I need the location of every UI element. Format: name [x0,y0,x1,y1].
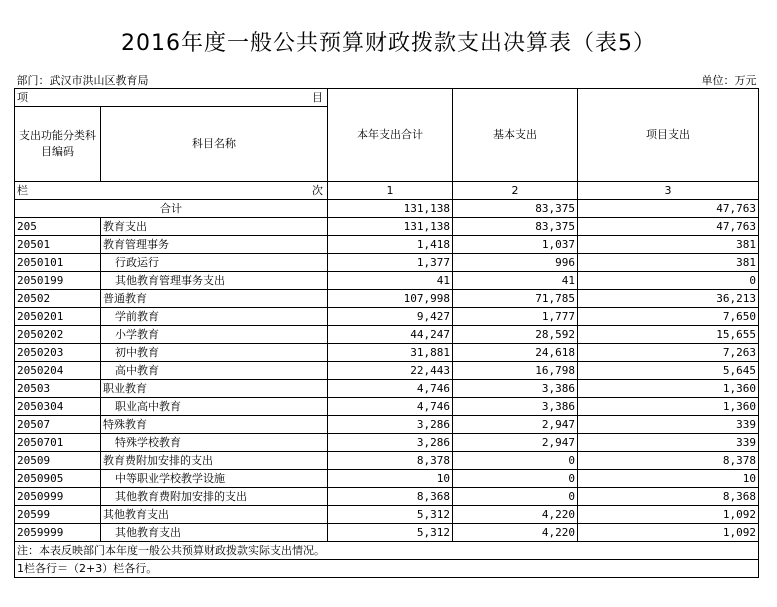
table-row [15,416,759,434]
row-basic: 3,386 [453,398,578,416]
total-column-header: 本年支出合计 [328,89,453,182]
row-project: 5,645 [578,362,759,380]
row-code: 205 [15,218,101,236]
row-project: 381 [578,254,759,272]
row-name: 普通教育 [101,290,328,308]
row-name: 特殊教育 [101,416,328,434]
table-row [15,362,759,380]
row-project: 1,360 [578,380,759,398]
row-code: 2059999 [15,524,101,542]
row-project: 15,655 [578,326,759,344]
column-number-1: 1 [328,182,453,200]
table-row [15,326,759,344]
table-row [15,488,759,506]
expenditure-table [14,74,759,578]
row-total: 9,427 [328,308,453,326]
table-row [15,308,759,326]
xiangmu-header: 项 目 [15,89,328,107]
row-total: 5,312 [328,506,453,524]
row-code: 20507 [15,416,101,434]
page-title: 2016年度一般公共预算财政拨款支出决算表（表5） [121,31,656,56]
row-project: 0 [578,272,759,290]
row-name: 职业教育 [101,380,328,398]
row-name: 特殊学校教育 [101,434,328,452]
name-column-header: 科目名称 [101,107,328,182]
basic-column-header: 基本支出 [453,89,578,182]
table-row [15,254,759,272]
row-code: 2050202 [15,326,101,344]
row-basic: 2,947 [453,434,578,452]
table-row [15,290,759,308]
column-number-row [15,182,759,200]
row-total: 3,286 [328,434,453,452]
row-total: 10 [328,470,453,488]
row-basic: 83,375 [453,218,578,236]
table-row [15,434,759,452]
row-code: 2050199 [15,272,101,290]
row-total: 4,746 [328,398,453,416]
row-project: 381 [578,236,759,254]
row-project: 10 [578,470,759,488]
row-code: 2050101 [15,254,101,272]
code-column-header: 支出功能分类科目编码 [15,107,101,182]
row-name: 其他教育支出 [101,506,328,524]
department-label: 部门：武汉市洪山区教育局 [15,74,328,89]
row-basic: 24,618 [453,344,578,362]
unit-label: 单位：万元 [578,74,759,89]
row-basic: 16,798 [453,362,578,380]
row-code: 2050701 [15,434,101,452]
row-total: 44,247 [328,326,453,344]
row-total: 1,377 [328,254,453,272]
row-name: 其他教育支出 [101,524,328,542]
row-total: 107,998 [328,290,453,308]
row-total: 41 [328,272,453,290]
row-total: 131,138 [328,218,453,236]
row-name: 职业高中教育 [101,398,328,416]
table-row [15,452,759,470]
row-name: 其他教育管理事务支出 [101,272,328,290]
table-row [15,470,759,488]
row-project: 8,368 [578,488,759,506]
row-basic: 2,947 [453,416,578,434]
note-2: 1栏各行＝（2+3）栏各行。 [15,560,759,578]
row-project: 36,213 [578,290,759,308]
row-project: 7,263 [578,344,759,362]
total-row [15,200,759,218]
row-name: 中等职业学校教学设施 [101,470,328,488]
row-total: 4,746 [328,380,453,398]
row-code: 20509 [15,452,101,470]
row-basic: 28,592 [453,326,578,344]
table-row [15,506,759,524]
row-code: 2050204 [15,362,101,380]
table-row [15,344,759,362]
note-1: 注：本表反映部门本年度一般公共预算财政拨款实际支出情况。 [15,542,759,560]
table-row [15,524,759,542]
row-basic: 0 [453,470,578,488]
row-total: 8,368 [328,488,453,506]
table-row [15,236,759,254]
row-project: 47,763 [578,218,759,236]
row-basic: 4,220 [453,524,578,542]
row-basic: 3,386 [453,380,578,398]
total-row-basic: 83,375 [453,200,578,218]
row-total: 5,312 [328,524,453,542]
row-code: 20503 [15,380,101,398]
note-row-2 [15,560,759,578]
table-row [15,398,759,416]
lanci-header: 栏 次 [15,182,328,200]
row-basic: 0 [453,452,578,470]
row-name: 行政运行 [101,254,328,272]
row-project: 1,092 [578,506,759,524]
row-project: 7,650 [578,308,759,326]
total-row-label: 合计 [15,200,328,218]
row-basic: 1,777 [453,308,578,326]
row-code: 2050304 [15,398,101,416]
total-row-total: 131,138 [328,200,453,218]
column-number-3: 3 [578,182,759,200]
note-row-1 [15,542,759,560]
table-row [15,272,759,290]
row-total: 8,378 [328,452,453,470]
row-code: 2050203 [15,344,101,362]
table-row [15,218,759,236]
row-basic: 4,220 [453,506,578,524]
row-code: 20599 [15,506,101,524]
row-code: 20501 [15,236,101,254]
row-project: 1,092 [578,524,759,542]
table-row [15,380,759,398]
row-basic: 41 [453,272,578,290]
row-code: 2050905 [15,470,101,488]
column-number-2: 2 [453,182,578,200]
row-name: 其他教育费附加安排的支出 [101,488,328,506]
row-basic: 0 [453,488,578,506]
row-total: 31,881 [328,344,453,362]
row-project: 339 [578,434,759,452]
row-basic: 1,037 [453,236,578,254]
row-name: 教育管理事务 [101,236,328,254]
row-name: 教育费附加安排的支出 [101,452,328,470]
total-row-project: 47,763 [578,200,759,218]
row-project: 1,360 [578,398,759,416]
row-name: 小学教育 [101,326,328,344]
row-total: 22,443 [328,362,453,380]
row-basic: 71,785 [453,290,578,308]
row-code: 2050201 [15,308,101,326]
header-row-1 [15,89,759,107]
row-total: 3,286 [328,416,453,434]
row-name: 学前教育 [101,308,328,326]
row-total: 1,418 [328,236,453,254]
project-column-header: 项目支出 [578,89,759,182]
row-project: 8,378 [578,452,759,470]
row-name: 高中教育 [101,362,328,380]
row-code: 2050999 [15,488,101,506]
row-code: 20502 [15,290,101,308]
meta-row [15,74,759,89]
data-rows [15,218,759,542]
row-name: 初中教育 [101,344,328,362]
row-basic: 996 [453,254,578,272]
row-project: 339 [578,416,759,434]
row-name: 教育支出 [101,218,328,236]
